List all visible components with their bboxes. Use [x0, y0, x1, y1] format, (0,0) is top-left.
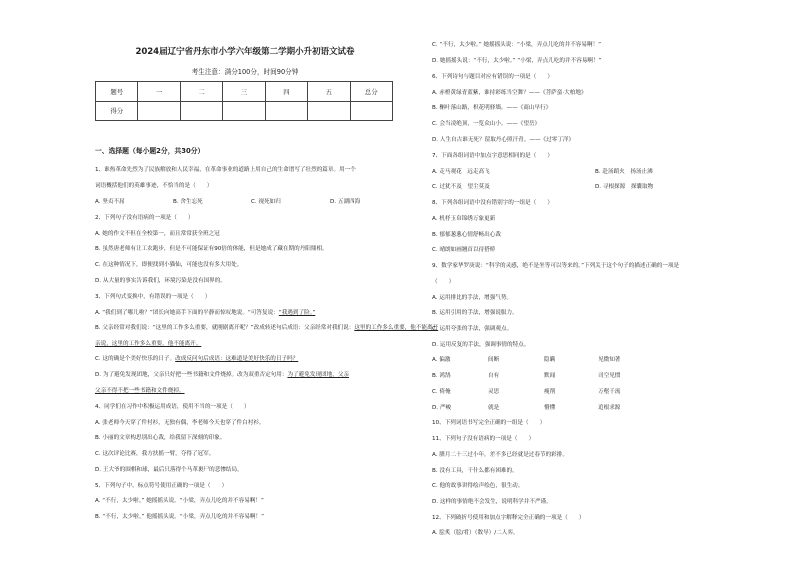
text-line: 1、谁热革命先烈为了民族解放和人民幸福，在革命事业的道路上用自己的生命谱写了壮烈的篇章。用一个 — [95, 167, 356, 173]
score-cell[interactable] — [138, 101, 180, 121]
option-text: D. 五湖四海 — [330, 199, 361, 205]
text-line: 5、下列句子中，标点符号使用正确的一项是（ ） — [95, 483, 228, 489]
text-line: （ ） — [432, 279, 455, 285]
text-line: 8、下列各组词语中没有错别字的一组是（ ） — [432, 200, 554, 206]
text-line: D. 为了避免发现团地，父亲只好把一些书籍和文件烧掉。改为双重否定句用：为了避免发现团地，父亲 — [95, 372, 350, 378]
word-grid-row: D. 严峻 就是 懵懂 追根求源 — [432, 405, 621, 411]
option-text: B. 赴汤蹈火 扬汤止沸 — [595, 169, 653, 175]
option-text: B. 舍生忘死 — [173, 199, 203, 205]
score-cell[interactable] — [308, 101, 350, 121]
text-line: A. 她的作文不但在全校第一，而且常常获全班之冠 — [95, 231, 220, 237]
score-cell[interactable] — [265, 101, 307, 121]
text-line: C. 在这种情况下，即便找到小猫仙，可能也没有多大用处。 — [95, 262, 243, 268]
text-line: A. 赤橙黄绿青蓝紫，谁持彩练当空舞？——《菩萨蛮·大柏地》 — [432, 90, 587, 96]
text-line: C. 运用夸张的手法，强调观点。 — [432, 326, 513, 332]
score-table — [95, 81, 393, 121]
text-line: A. 运用排比的手法，增强气势。 — [432, 295, 513, 301]
text-line: D. 人生自古谁无死？留取丹心照汗青。——《过零丁洋》 — [432, 137, 575, 143]
text-line: 7、下面各组词语中加点字意思相同的是（ ） — [432, 153, 554, 159]
option-text: D. 寻根探源 探囊取物 — [595, 184, 654, 190]
text-line: A. 机杼玉帛锦绣万象更新 — [432, 216, 496, 222]
text-line: 2、下列句子没有语病的一项是（ ） — [95, 215, 194, 221]
text-line: C. “不行，太少啦。” 她摇摇头说：“小梁，弄点儿吃的并不容易啊！” — [432, 42, 602, 48]
score-header-cell: 总分 — [350, 82, 392, 102]
word-grid-row: C. 倚俺 灵思 瘦削 万壑千流 — [432, 389, 621, 395]
text-line: A. 张老师今天穿了件衬衫，无独有偶，李老师今天也穿了件白衬衫。 — [95, 420, 265, 426]
exam-notice: 考生注意：满分100分，时间90分钟 — [191, 68, 299, 76]
text-line: B. 运用引用的手法，增强说服力。 — [432, 310, 518, 316]
text-line: 3、下列句式变换中，有错误的一项是（ ） — [95, 294, 211, 300]
text-line: A. 腊月二十三过小年，差不多已经就是过春节的彩排。 — [432, 452, 568, 458]
text-line: 父亲不得不把一些书籍和文件烧掉。 — [95, 388, 185, 394]
text-line: B. 没有工具，干什么都有困难的。 — [432, 468, 518, 474]
text-line: D. 这样的事情绝不会发生，说明科学并不严谨。 — [432, 499, 552, 505]
section-heading: 一、选择题（每小题2分，共30分） — [95, 147, 205, 155]
text-line: B. 虽然唐老师有让工农跑步，但是不可能保证有90倍的体能，但是她成了藏在期的丹阳鼎相。 — [95, 246, 328, 252]
score-header-cell: 三 — [223, 82, 265, 102]
option-text: C. 过犹不及 望尘莫及 — [432, 184, 490, 190]
score-header-cell: 一 — [138, 82, 180, 102]
option-text: C. 视死如归 — [251, 199, 281, 205]
text-line: D. 她摇摇头说：“不行，太少啦。” “小梁，弄点儿吃的并不容易啊！” — [432, 58, 602, 64]
score-table-header-row — [96, 82, 393, 102]
text-line: B. 槲叶落山路，枳花明驿墙。——《商山早行》 — [432, 105, 552, 111]
score-header-cell: 题号 — [96, 82, 138, 102]
text-line: 12、下列破折号使用和加点字解释完全正确的一项是（ ） — [432, 515, 585, 521]
text-line: D. 王大爷的围棋和球，最后只落得个马革裹尸的悲惨结局。 — [95, 467, 243, 473]
score-row-label: 得分 — [96, 101, 138, 121]
score-cell[interactable] — [350, 101, 392, 121]
option-text: A. 坚贞不屈 — [95, 199, 125, 205]
answer-options — [95, 199, 361, 206]
word-grid-row: A. 偏激 间断 隐瞒 见微知著 — [432, 357, 621, 363]
text-line: 4、同学们在习作中积极运用成语，使用不当的一项是（ ） — [95, 404, 250, 410]
text-line: D. 运用反复的手法，强调事情的特点。 — [432, 342, 530, 348]
text-line: B. 郁郁葱葱心情舒畅出心裁 — [432, 232, 501, 238]
score-cell[interactable] — [223, 101, 265, 121]
option-text: A. 走马观花 远走高飞 — [432, 169, 490, 175]
text-line: 6、下列诗句与题目对应有错误的一项是（ ） — [432, 74, 554, 80]
score-table-score-row — [96, 101, 393, 121]
text-line: A. “不行，太少啦。” 她摇摇头说。“小梁，弄点儿吃的并不容易啊！” — [95, 498, 264, 504]
text-line: B. “不行，太少啦。” 他摇摇头说。“小梁，弄点儿吃的并不容易啊！” — [95, 514, 264, 520]
exam-title: 2024届辽宁省丹东市小学六年级第二学期小升初语文试卷 — [135, 47, 355, 57]
text-line: C. 他的故事讲得绘声绘色，很生动。 — [432, 483, 524, 489]
text-line: C. 这的确是个美好快乐的日子。改成反问句后成语：这难道是美好快乐的日子吗？ — [95, 356, 299, 362]
text-line: B. 小丽的文章构思别出心裁，给我留下深刻的印象。 — [95, 435, 226, 441]
text-line: 9、数学家华罗庚说：“科学的灵感，绝不是坐等可以等来的。”下列关于这个句子的描述正确的一项是 — [432, 263, 680, 269]
text-line: A. 脍炙（脍/肴）（数导）/二人弈。 — [432, 530, 519, 536]
score-header-cell: 二 — [180, 82, 222, 102]
text-line: C. 晴朗如画翘首以待搭桥 — [432, 247, 496, 253]
score-header-cell: 五 — [308, 82, 350, 102]
text-line: A. “我们到了哪儿啦？”团长向她高手下面的平静而惊叹地说。“可答复说：“我遇到了险。” — [95, 310, 316, 316]
score-header-cell: 四 — [265, 82, 307, 102]
text-line: B. 父亲经常对我们说：“这里的工作多么重要，就刚剧离开呢？”改成转述句后成语：父亲经常对我们说：这里的工作多么重要，他不能离开 — [95, 325, 439, 331]
text-line: 词语概括他们的英雄事迹，不恰当的是（ ） — [95, 183, 213, 189]
text-line: 亲说，这里的工作多么重要，他不能离开。 — [95, 341, 202, 347]
word-grid-row: B. 鸿鹄 自有 默闻 司空见惯 — [432, 373, 621, 379]
text-line: 10、下列词语书写完全正确的一组是（ ） — [432, 420, 546, 426]
score-cell[interactable] — [180, 101, 222, 121]
text-line: C. 会当凌绝顶，一览众山小。——《望岳》 — [432, 121, 541, 127]
text-line: 11、下列句子没有语病的一项是（ ） — [432, 436, 535, 442]
text-line: C. 这次评论比赛，我方扶摇一臂，夺得了冠军。 — [95, 451, 215, 457]
text-line: D. 从大量的事实告诉我们，环境污染是没有国界的。 — [95, 278, 226, 284]
